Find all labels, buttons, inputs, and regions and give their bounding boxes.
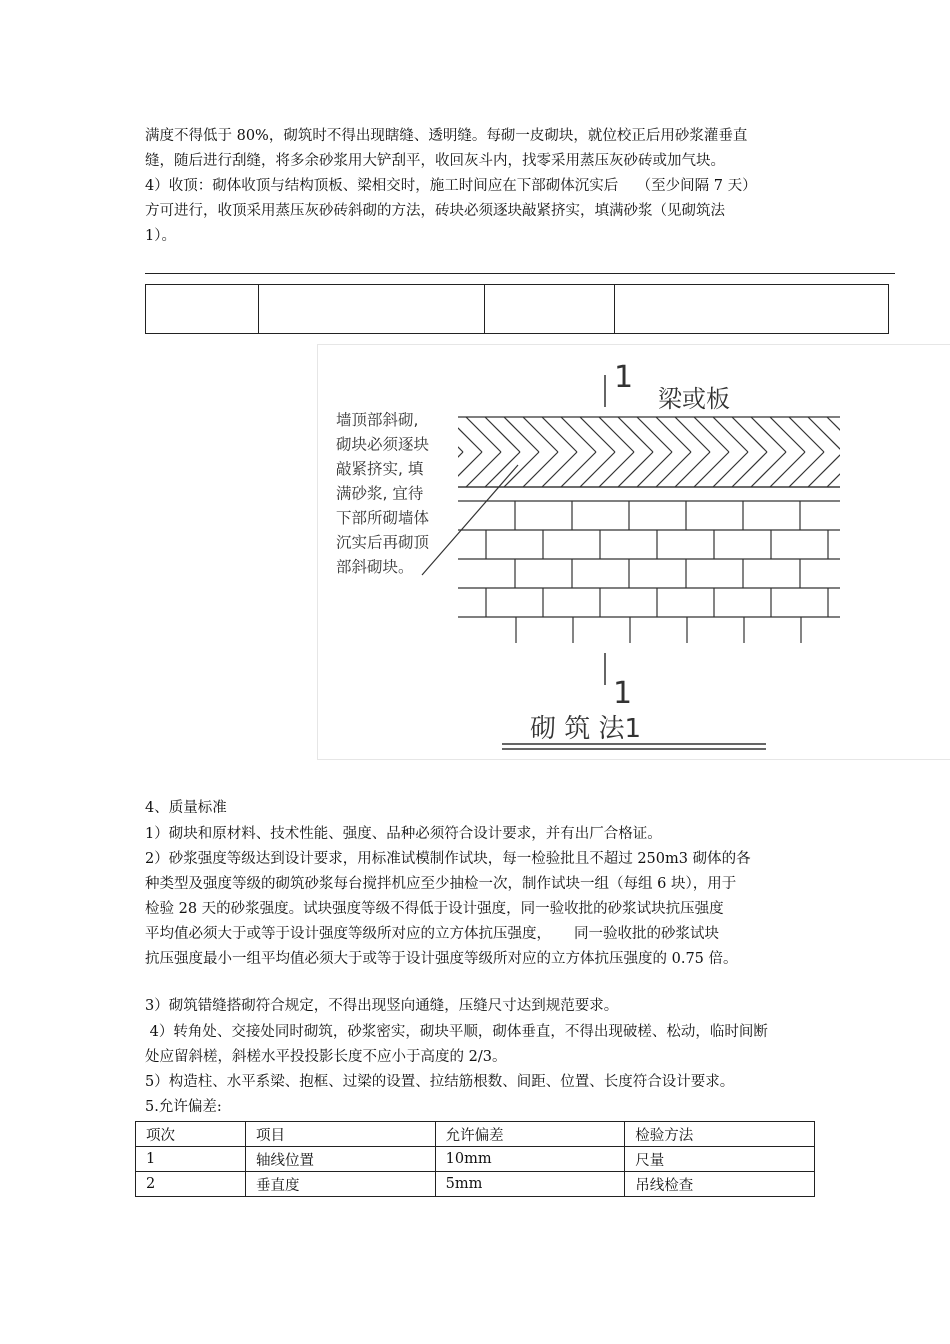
figure-note-line: 部斜砌块。 [336,558,414,576]
empty-header-table [145,284,889,334]
table-divider [484,285,485,333]
body-text-line: 5）构造柱、水平系梁、抱框、过梁的设置、拉结筋根数、间距、位置、长度符合设计要求。 [145,1074,735,1090]
table-row [136,1172,815,1197]
body-text-line: 1）。 [145,228,176,244]
body-text-line: 抗压强度最小一组平均值必须大于或等于设计强度等级所对应的立方体抗压强度的 0.75 倍。 [145,951,738,967]
figure-note-line: 满砂浆, 宜待 [336,484,424,503]
table-cell: 2 [136,1172,246,1197]
beam-label: 梁或板 [658,385,730,413]
body-text-line: 4）收顶：砌体收顶与结构顶板、梁相交时，施工时间应在下部砌体沉实后 （至少间隔 7 天） [145,178,757,194]
table-header-cell: 项次 [136,1122,246,1147]
figure-note-line: 砌块必须逐块 [336,435,430,454]
masonry-diagram [318,345,950,761]
table-cell: 垂直度 [245,1172,435,1197]
body-text-line: 处应留斜槎，斜槎水平投投影长度不应小于高度的 2/3。 [145,1049,507,1065]
table-divider [614,285,615,333]
body-text-line: 2）砂浆强度等级达到设计要求，用标准试模制作试块，每一检验批且不超过 250m3 砌体的各 [145,851,751,867]
table-header-cell: 检验方法 [625,1122,815,1147]
table-cell: 5mm [435,1172,625,1197]
masonry-figure [317,344,950,760]
table-cell: 吊线检查 [625,1172,815,1197]
brick-courses [458,487,840,643]
table-header-cell: 项目 [245,1122,435,1147]
table-cell: 10mm [435,1147,625,1172]
table-divider [258,285,259,333]
body-text-line: 满度不得低于 80%，砌筑时不得出现瞎缝、透明缝。每砌一皮砌块，就位校正后用砂浆灌垂直 [145,128,748,144]
body-text-line: 种类型及强度等级的砌筑砂浆每台搅拌机应至少抽检一次，制作试块一组（每组 6 块），用于 [145,876,737,892]
figure-note-line: 沉实后再砌顶 [336,533,430,552]
body-text-line: 检验 28 天的砂浆强度。试块强度等级不得低于设计强度，同一验收批的砂浆试块抗压强度 [145,901,724,917]
body-text-line: 4）转角处、交接处同时砌筑，砂浆密实，砌块平顺，砌体垂直，不得出现破槎、松动，临时间断 [145,1024,768,1040]
section-mark-top: 1 [614,360,634,395]
table-cell: 1 [136,1147,246,1172]
section-heading: 5.允许偏差: [145,1099,222,1115]
horizontal-rule [145,273,895,274]
body-text-line: 方可进行，收顶采用蒸压灰砂砖斜砌的方法，砖块必须逐块敲紧挤实，填满砂浆（见砌筑法 [145,203,725,219]
body-text-line: 缝，随后进行刮缝，将多余砂浆用大铲刮平，收回灰斗内，找零采用蒸压灰砂砖或加气块。 [145,153,725,169]
figure-note-line: 敲紧挤实, 填 [336,460,424,478]
table-cell: 轴线位置 [245,1147,435,1172]
figure-note [336,411,430,576]
table-row [136,1147,815,1172]
table-cell: 尺量 [625,1147,815,1172]
figure-note-line: 下部所砌墙体 [336,509,430,527]
beam-slab [428,417,900,487]
figure-caption: 砌 筑 法1 [530,714,642,744]
body-text-line: 3）砌筑错缝搭砌符合规定，不得出现竖向通缝，压缝尺寸达到规范要求。 [145,998,619,1014]
figure-note-line: 墙顶部斜砌, [336,411,419,429]
section-heading: 4、质量标准 [145,800,227,816]
table-header-cell: 允许偏差 [435,1122,625,1147]
tolerance-table [135,1121,815,1197]
body-text-line: 平均值必须大于或等于设计强度等级所对应的立方体抗压强度， 同一验收批的砂浆试块 [145,926,720,942]
body-text-line: 1）砌块和原材料、技术性能、强度、品种必须符合设计要求，并有出厂合格证。 [145,826,662,842]
section-mark-bottom: 1 [613,676,633,711]
table-header-row [136,1122,815,1147]
